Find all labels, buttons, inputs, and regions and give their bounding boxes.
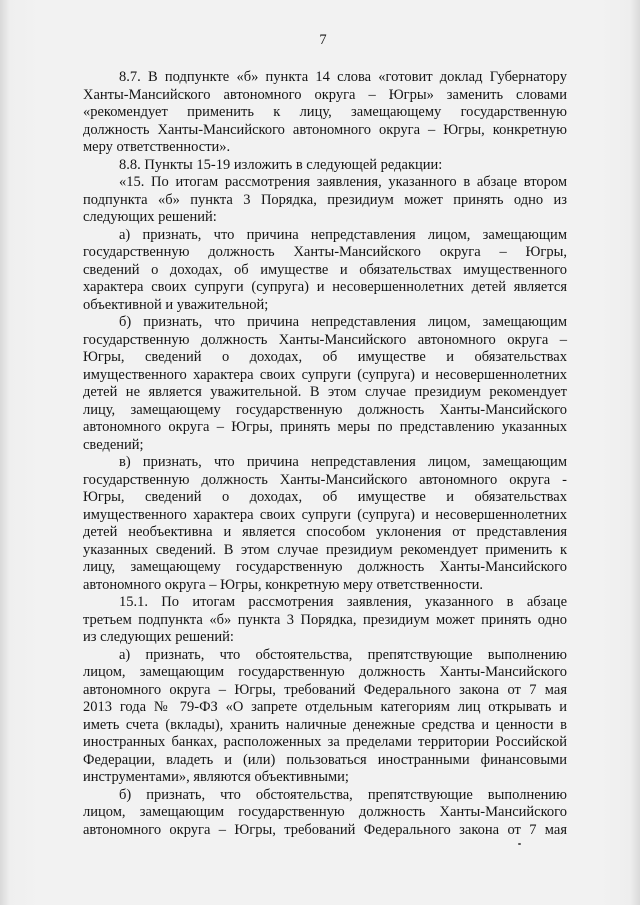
text-line: меру ответственности». (83, 139, 231, 155)
text-line: объективной и уважительной; (83, 296, 269, 313)
text-line: из следующих решений: (83, 629, 234, 645)
text-line: а) признать, что причина непредставления лицом, замещающим (119, 226, 567, 243)
text-line: 8.7. В подпункте «б» пункта 14 слова «готовит доклад Губернатору (119, 69, 567, 85)
text-line: «15. По итогам рассмотрения заявления, указанного в абзаце втором (119, 174, 567, 190)
paragraph-15-v (83, 454, 567, 594)
text-line: сведений о доходах, об имуществе и обязательствах имущественного (83, 261, 567, 278)
text-line: лицом, замещающим государственную должность Ханты-Мансийского (83, 664, 567, 680)
text-line: следующих решений: (83, 209, 217, 225)
text-line: автономного округа – Югры, конкретную меру ответственности. (83, 576, 484, 593)
text-line: а) признать, что обстоятельства, препятствующие выполнению (119, 646, 567, 663)
text-line: Югры, сведений о доходах, об имуществе и обязательствах (83, 349, 567, 365)
scan-speck (518, 843, 521, 845)
text-line: лицу, замещающему государственную должность Ханты-Мансийского (83, 401, 567, 418)
text-line: 8.8. Пункты 15-19 изложить в следующей редакции: (119, 156, 443, 173)
paragraph-15-1-a (83, 647, 567, 787)
text-line: иметь счета (вклады), хранить наличные денежные средства и ценности в (83, 716, 567, 733)
paragraph-8-8 (83, 157, 567, 175)
text-line: б) признать, что обстоятельства, препятствующие выполнению (119, 786, 567, 803)
paragraph-15-b (83, 314, 567, 454)
paragraph-15-a (83, 227, 567, 315)
text-line: иностранных банках, расположенных за пределами территории Российской (83, 734, 567, 750)
text-line: государственную должность Ханты-Мансийского округа – Югры, (83, 244, 567, 260)
text-line: Федерации, владеть и (или) пользоваться иностранными финансовыми (83, 751, 567, 768)
document-body (83, 69, 567, 839)
text-line: инструментами», являются объективными; (83, 769, 349, 785)
text-line: имущественного характера своих супруги (супруга) и несовершеннолетних (83, 506, 567, 523)
text-line: «рекомендует применить к лицу, замещающему государственную (83, 104, 567, 120)
paragraph-15-1 (83, 594, 567, 647)
text-line: автономного округа – Югры, требований Федерального закона от 7 мая (83, 821, 567, 838)
text-line: лицу, замещающему государственную должность Ханты-Мансийского (83, 559, 567, 575)
paragraph-15 (83, 174, 567, 227)
text-line: имущественного характера своих супруги (супруга) и несовершеннолетних (83, 366, 567, 383)
text-line: Югры, сведений о доходах, об имуществе и обязательствах (83, 489, 567, 505)
text-line: детей необъективна и является способом уклонения от представления (83, 524, 567, 540)
text-line: Ханты-Мансийского автономного округа – Югры» заменить словами (83, 86, 567, 103)
text-line: третьем подпункта «б» пункта 3 Порядка, президиум может принять одно (83, 611, 567, 628)
text-line: в) признать, что причина непредставления лицом, замещающим (119, 454, 567, 470)
text-line: сведений; (83, 436, 144, 453)
text-line: автономного округа – Югры, требований Федерального закона от 7 мая (83, 681, 567, 698)
text-line: детей не является уважительной. В этом случае президиум рекомендует (83, 384, 567, 400)
text-line: указанных сведений. В этом случае президиум рекомендует применить к (83, 541, 567, 558)
text-line: 15.1. По итогам рассмотрения заявления, указанного в абзаце (119, 594, 567, 610)
page-number: 7 (319, 32, 327, 48)
text-line: подпункта «б» пункта 3 Порядка, президиум может принять одно из (83, 191, 567, 208)
text-line: б) признать, что причина непредставления лицом, замещающим (119, 314, 567, 330)
text-line: государственную должность Ханты-Мансийского автономного округа – (83, 331, 567, 348)
paragraph-8-7 (83, 69, 567, 157)
text-line: характера своих супруги (супруга) и несовершеннолетних детей является (83, 279, 567, 295)
text-line: должность Ханты-Мансийского автономного округа – Югры, конкретную (83, 121, 567, 138)
text-line: государственную должность Ханты-Мансийского автономного округа - (83, 471, 567, 488)
paragraph-15-1-b (83, 787, 567, 840)
text-line: автономного округа – Югры, принять меры по представлению указанных (83, 419, 567, 435)
text-line: 2013 года № 79-ФЗ «О запрете отдельным категориям лиц открывать и (83, 699, 567, 715)
text-line: лицом, замещающим государственную должность Ханты-Мансийского (83, 804, 567, 820)
